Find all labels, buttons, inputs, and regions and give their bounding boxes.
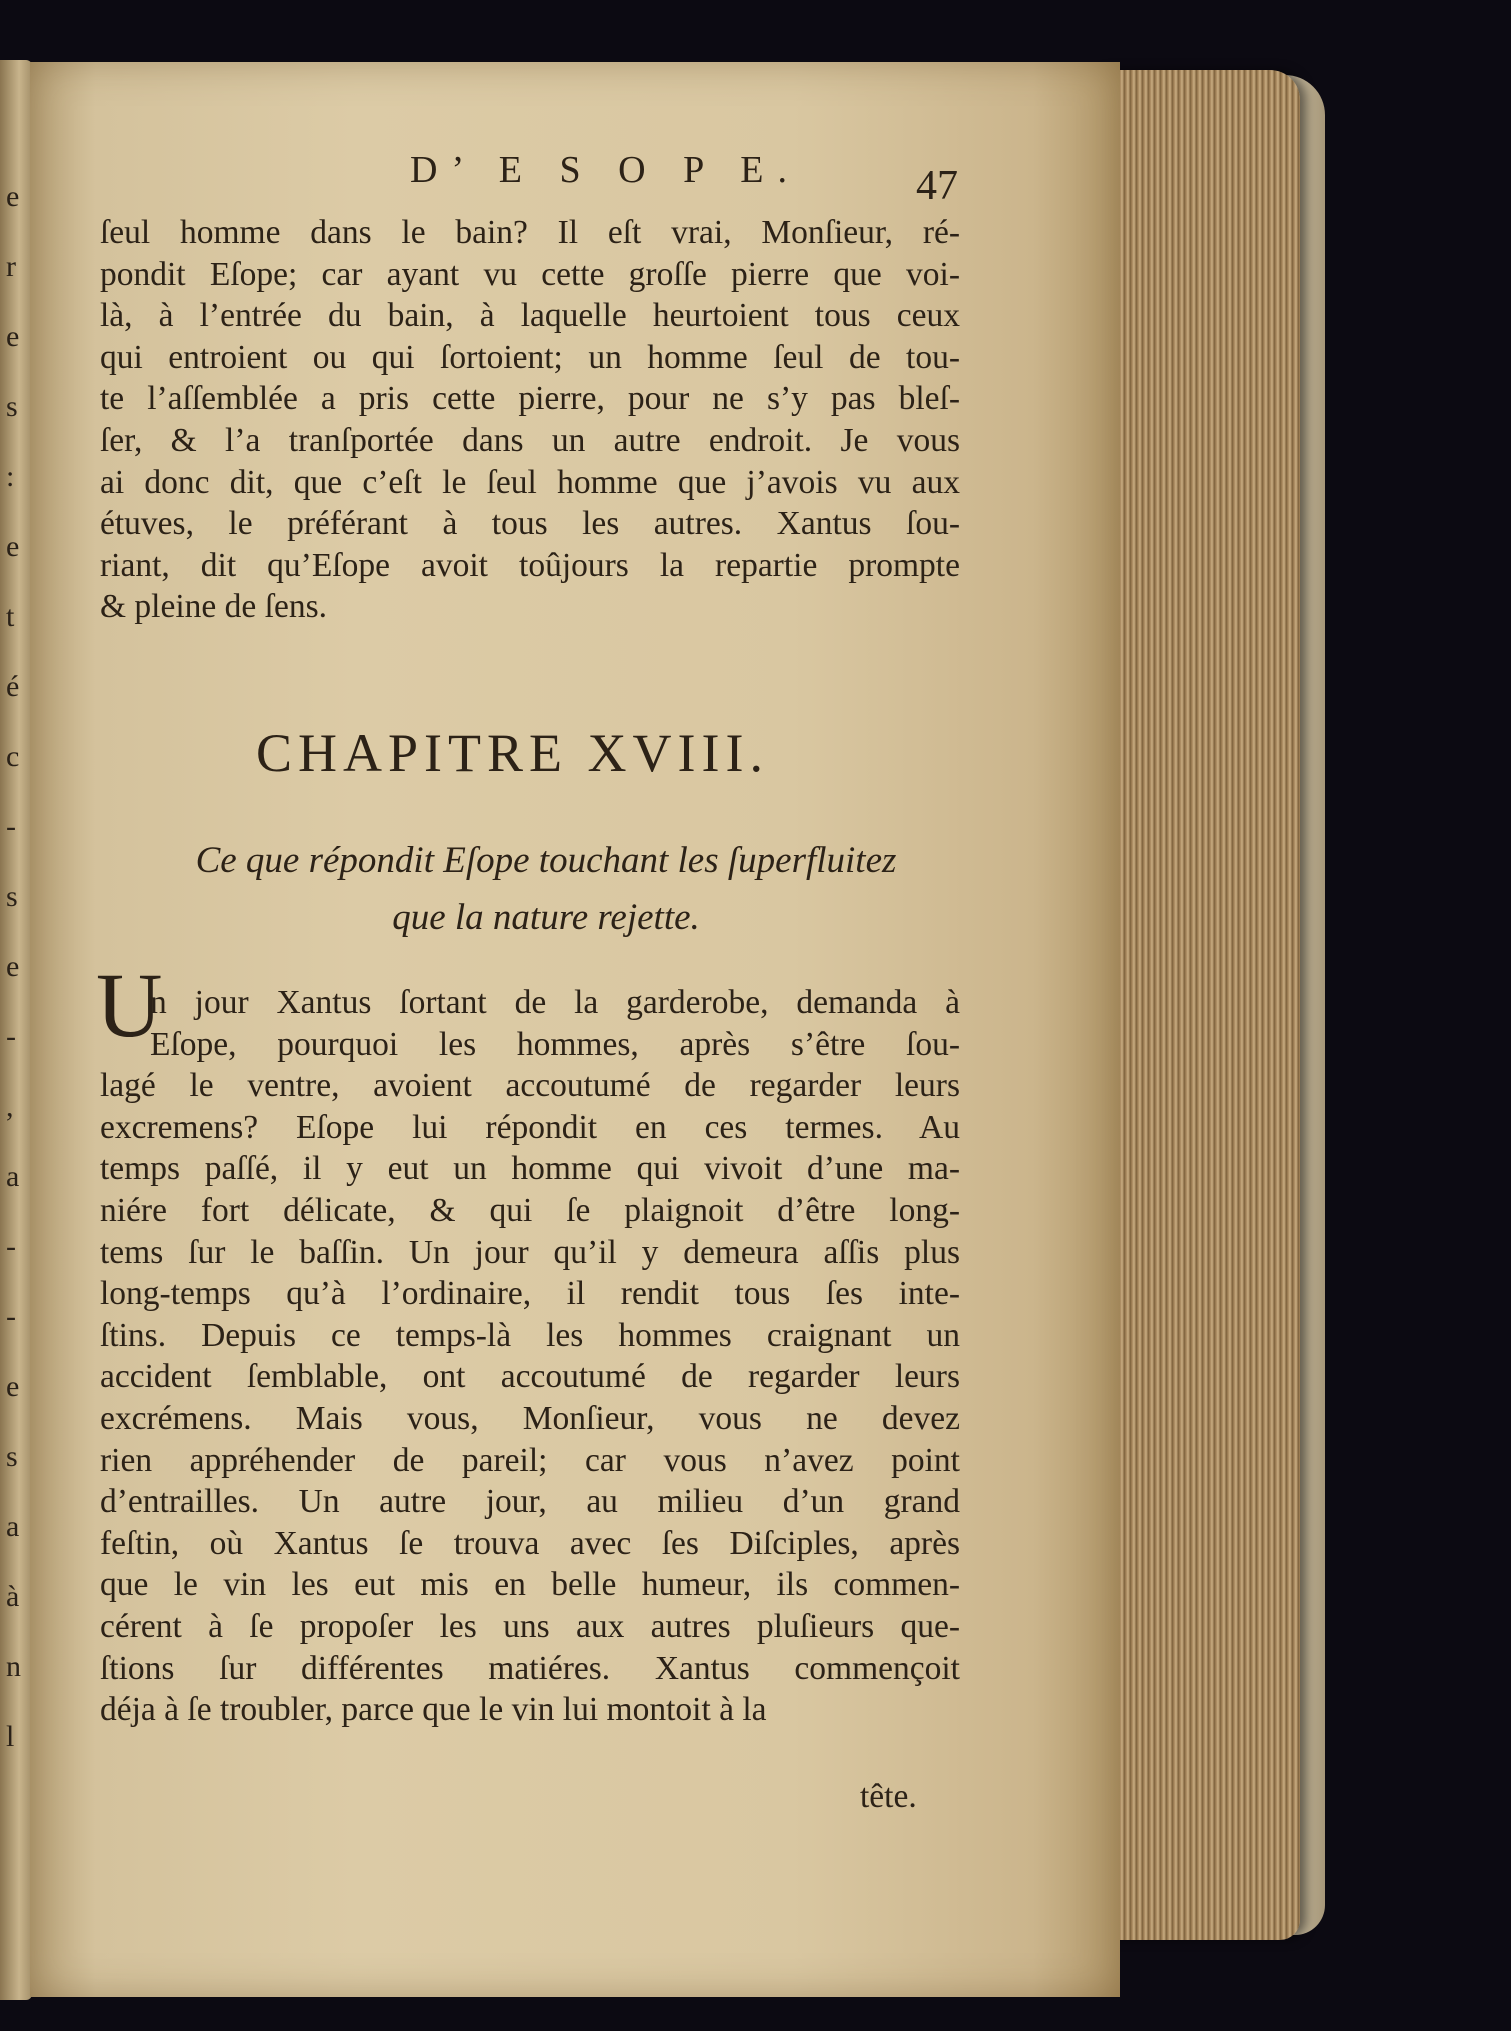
margin-char: - bbox=[6, 1300, 16, 1333]
text-line: & pleine de ſens. bbox=[100, 588, 327, 626]
text-line: niére fort délicate, & qui ſe plaignoit d’être long- bbox=[100, 1191, 960, 1229]
paragraph-1 bbox=[100, 212, 960, 628]
margin-char: - bbox=[6, 1020, 16, 1053]
running-title: D’ E S O P E. bbox=[410, 149, 801, 191]
margin-char: n bbox=[6, 1650, 21, 1683]
paragraph-2 bbox=[100, 982, 960, 1731]
text-line: ſtions ſur différentes matiéres. Xantus commençoit bbox=[100, 1649, 960, 1687]
margin-char: e bbox=[6, 320, 20, 353]
text-line: te l’aſſemblée a pris cette pierre, pour ne s’y pas bleſ- bbox=[100, 380, 960, 418]
page-number: 47 bbox=[916, 163, 958, 209]
text-line: déja à ſe troubler, parce que le vin lui montoit à la bbox=[100, 1691, 767, 1729]
text-line: tems ſur le baſſin. Un jour qu’il y demeura aſſis plus bbox=[100, 1233, 960, 1271]
margin-char: e bbox=[6, 180, 20, 213]
margin-char: , bbox=[6, 1090, 14, 1123]
text-line: cérent à ſe propoſer les uns aux autres pluſieurs que- bbox=[100, 1607, 960, 1645]
text-line: ai donc dit, que c’eſt le ſeul homme que j’avois vu aux bbox=[100, 463, 960, 501]
text-line: qui entroient ou qui ſortoient; un homme ſeul de tou- bbox=[100, 338, 960, 376]
margin-char: e bbox=[6, 950, 20, 983]
margin-char: a bbox=[6, 1160, 20, 1193]
chapter-heading: CHAPITRE XVIII. bbox=[256, 723, 769, 783]
margin-char: c bbox=[6, 740, 20, 773]
margin-char: - bbox=[6, 1230, 16, 1263]
text-line: excremens? Eſope lui répondit en ces termes. Au bbox=[100, 1108, 960, 1146]
text-line: là, à l’entrée du bain, à laquelle heurtoient tous ceux bbox=[100, 297, 960, 335]
text-line: feſtin, où Xantus ſe trouva avec ſes Diſciples, après bbox=[100, 1524, 960, 1562]
margin-char: l bbox=[6, 1720, 15, 1753]
text-line: riant, dit qu’Eſope avoit toûjours la repartie prompte bbox=[100, 546, 960, 584]
margin-char: : bbox=[6, 460, 15, 493]
margin-char: s bbox=[6, 390, 18, 423]
text-line: étuves, le préférant à tous les autres. Xantus ſou- bbox=[100, 505, 960, 543]
text-line: accident ſemblable, ont accoutumé de regarder leurs bbox=[100, 1358, 960, 1396]
chapter-subtitle bbox=[126, 832, 966, 946]
subtitle-line: que la nature rejette. bbox=[392, 897, 700, 938]
margin-char: à bbox=[6, 1580, 20, 1613]
margin-char: t bbox=[6, 600, 15, 633]
margin-char: é bbox=[6, 670, 20, 703]
margin-char: a bbox=[6, 1510, 20, 1543]
text-line: excrémens. Mais vous, Monſieur, vous ne devez bbox=[100, 1399, 960, 1437]
text-line: que le vin les eut mis en belle humeur, ils commen- bbox=[100, 1566, 960, 1604]
text-line: ſer, & l’a tranſportée dans un autre endroit. Je vous bbox=[100, 421, 960, 459]
text-line: d’entrailles. Un autre jour, au milieu d’un grand bbox=[100, 1483, 960, 1521]
facing-page-margin-text bbox=[2, 60, 30, 2000]
text-line: ſeul homme dans le bain? Il eſt vrai, Monſieur, ré- bbox=[100, 214, 960, 251]
subtitle-line: Ce que répondit Eſope touchant les ſuperfluitez bbox=[195, 840, 897, 881]
margin-char: e bbox=[6, 530, 20, 563]
text-line: lagé le ventre, avoient accoutumé de regarder leurs bbox=[100, 1067, 960, 1105]
margin-char: s bbox=[6, 880, 18, 913]
margin-char: r bbox=[6, 250, 16, 283]
text-line: ſtins. Depuis ce temps-là les hommes craignant un bbox=[100, 1316, 960, 1354]
page-block-edge bbox=[1100, 70, 1300, 1940]
text-line: temps paſſé, il y eut un homme qui vivoit d’une ma- bbox=[100, 1150, 960, 1188]
text-line: rien appréhender de pareil; car vous n’avez point bbox=[100, 1441, 960, 1479]
margin-char: s bbox=[6, 1440, 18, 1473]
text-line: long-temps qu’à l’ordinaire, il rendit tous ſes inte- bbox=[100, 1275, 960, 1313]
margin-char: e bbox=[6, 1370, 20, 1403]
facing-page-edge bbox=[0, 60, 32, 2000]
margin-char: - bbox=[6, 810, 16, 843]
text-line: Eſope, pourquoi les hommes, après s’être ſou- bbox=[150, 1025, 960, 1063]
text-line: n jour Xantus ſortant de la garderobe, demanda à bbox=[150, 984, 960, 1021]
drop-cap: U bbox=[96, 954, 163, 1056]
text-line: pondit Eſope; car ayant vu cette groſſe pierre que voi- bbox=[100, 255, 960, 293]
catchword: tête. bbox=[860, 1778, 917, 1815]
